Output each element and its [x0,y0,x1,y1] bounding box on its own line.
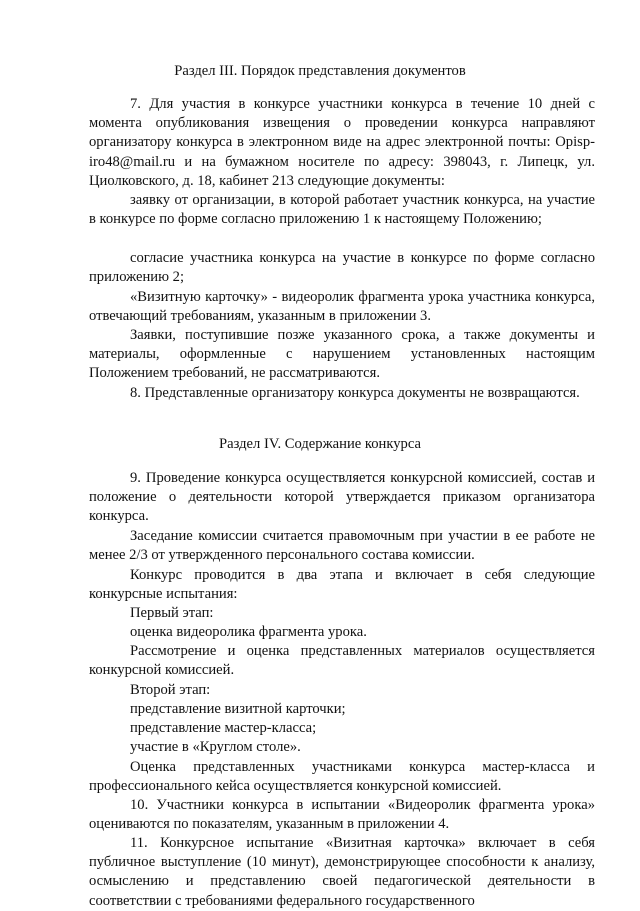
paragraph-11: 11. Конкурсное испытание «Визитная карточка» включает в себя публичное выступление (10 минут), демонстрирующее способности к анализу, осмыслению и представлению своей педагогической деятельности в соответствии с требованиями федерального государственного [89,835,595,909]
paragraph-8: 8. Представленные организатору конкурса документы не возвращаются. [130,385,580,401]
stage-1-label: Первый этап: [130,605,214,621]
paragraph-9: 9. Проведение конкурса осуществляется конкурсной комиссией, состав и положение о деятельности которой утверждается приказом организатора конкурса. [89,470,595,525]
paragraph-10: 10. Участники конкурса в испытании «Видеоролик фрагмента урока» оцениваются по показателям, указанным в приложении 4. [89,797,595,833]
quorum-paragraph: Заседание комиссии считается правомочным при участии в ее работе не менее 2/3 от утвержденного персонального состава комиссии. [89,528,595,564]
section-3-title: Раздел III. Порядок представления документов [174,63,466,79]
stage-2-item-roundtable: участие в «Круглом столе». [130,739,301,755]
stages-paragraph: Конкурс проводится в два этапа и включает в себя следующие конкурсные испытания: [89,567,595,603]
evaluation-paragraph: Оценка представленных участниками конкурса мастер-класса и профессионального кейса осуществляется конкурсной комиссией. [89,759,595,795]
section-4-title: Раздел IV. Содержание конкурса [219,436,421,452]
stage-2-item-card: представление визитной карточки; [130,701,346,717]
stage-2-label: Второй этап: [130,682,211,698]
document-item-consent: согласие участника конкурса на участие в конкурсе по форме согласно приложению 2; [89,250,595,286]
paragraph-7: 7. Для участия в конкурсе участники конкурса в течение 10 дней с момента опубликования извещения о проведении конкурса направляют организатору конкурса в электронном виде на адрес электронной почты: Opisp-iro48@mail.ru и на бумажном носителе по адресу: 398043, г. Липецк, ул. Циолковского, д. 18, кабинет 213 следующие документы: [89,96,595,189]
review-paragraph: Рассмотрение и оценка представленных материалов осуществляется конкурсной комиссией. [89,643,595,679]
document-item-application: заявку от организации, в которой работает участник конкурса, на участие в конкурсе по форме согласно приложению 1 к настоящему Положению; [89,192,595,228]
late-submissions-note: Заявки, поступившие позже указанного срока, а также документы и материалы, оформленные с нарушением установленных настоящим Положением требований, не рассматриваются. [89,327,595,382]
stage-1-item: оценка видеоролика фрагмента урока. [130,624,367,640]
document-item-video: «Визитную карточку» - видеоролик фрагмента урока участника конкурса, отвечающий требованиям, указанным в приложении 3. [89,289,595,325]
stage-2-item-masterclass: представление мастер-класса; [130,720,317,736]
